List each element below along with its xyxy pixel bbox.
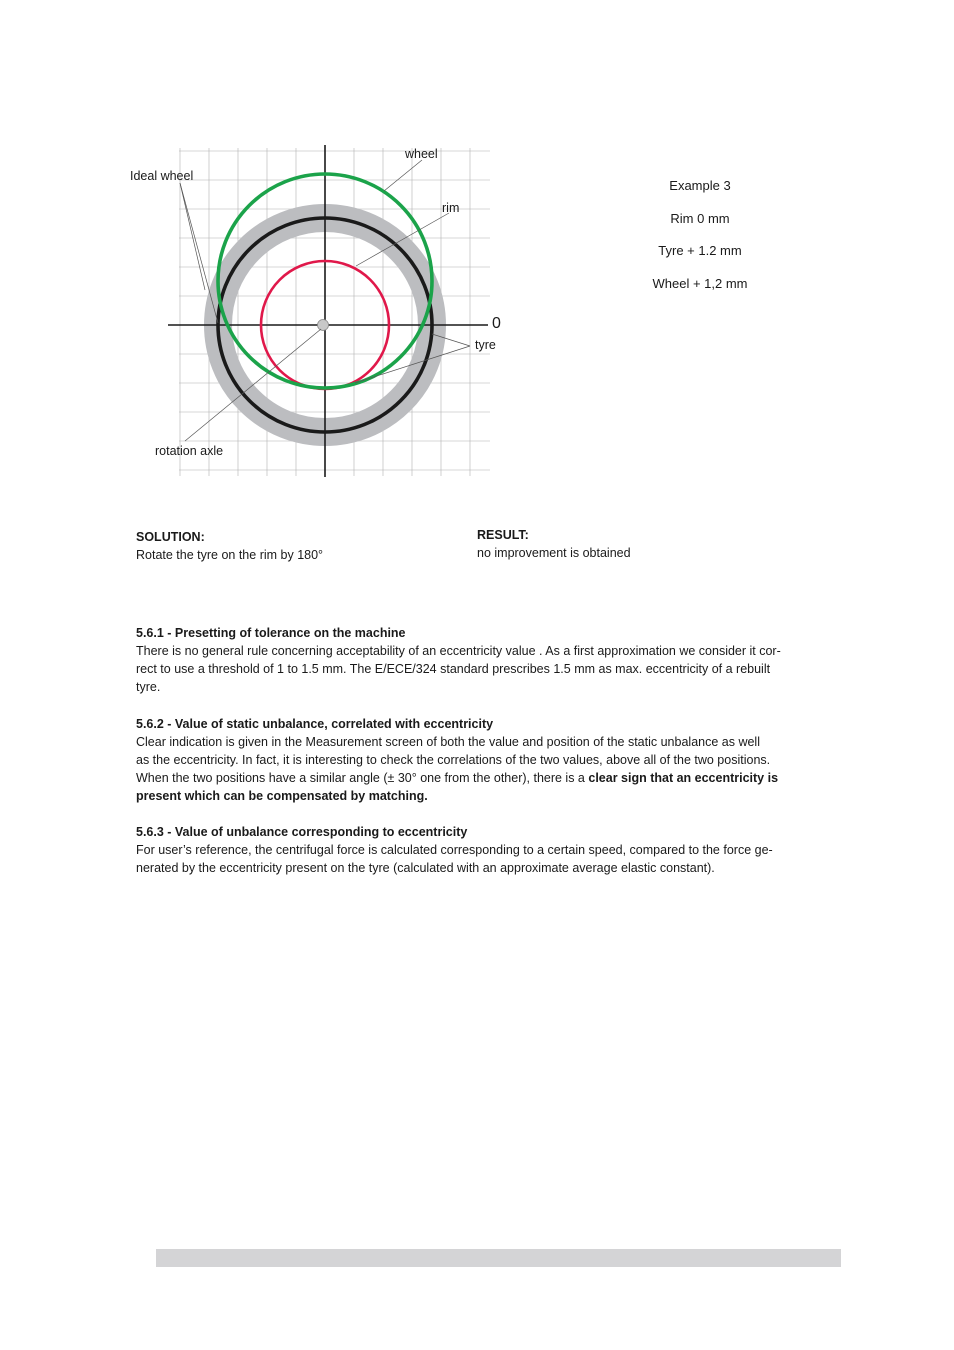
result-block: [477, 526, 631, 562]
ideal-wheel-leader-2: [180, 183, 218, 323]
example-box: [635, 178, 765, 298]
section-line-bold: present which can be compensated by matching.: [136, 789, 428, 803]
section-line: There is no general rule concerning acceptability of an eccentricity value . As a first approximation we consider it cor-: [136, 644, 781, 658]
section-line: as the eccentricity. In fact, it is interesting to check the correlations of the two values, above all of the two positions.: [136, 753, 771, 767]
section-heading: 5.6.1 - Presetting of tolerance on the machine: [136, 626, 406, 640]
section-text-normal: When the two positions have a similar angle (± 30° one from the other), there is a: [136, 771, 589, 785]
wheel-leader: [384, 160, 422, 191]
section-line: For user’s reference, the centrifugal force is calculated corresponding to a certain speed, compared to the force ge-: [136, 843, 773, 857]
rim-label: rim: [442, 201, 460, 215]
section-heading: 5.6.2 - Value of static unbalance, correlated with eccentricity: [136, 717, 494, 731]
section-line: tyre.: [136, 680, 161, 694]
section-line: Clear indication is given in the Measurement screen of both the value and position of the static unbalance as well: [136, 735, 760, 749]
rotation-axle-label: rotation axle: [155, 444, 224, 458]
section-line: rect to use a threshold of 1 to 1.5 mm. The E/ECE/324 standard prescribes 1.5 mm as max. eccentricity of a rebuilt: [136, 662, 771, 676]
footer-bar: [156, 1249, 841, 1267]
result-title: RESULT:: [477, 528, 529, 542]
solution-title: SOLUTION:: [136, 530, 205, 544]
section-line: [136, 769, 836, 787]
example-title: Example 3: [669, 178, 731, 193]
result-text: no improvement is obtained: [477, 546, 631, 560]
section-text-bold: clear sign that an eccentricity is: [588, 771, 779, 785]
section-5-6-2: [136, 715, 836, 805]
eccentricity-diagram: [0, 0, 954, 520]
example-rim: Rim 0 mm: [670, 211, 730, 226]
solution-text: Rotate the tyre on the rim by 180°: [136, 548, 324, 562]
section-line: nerated by the eccentricity present on the tyre (calculated with an approximate average elastic constant).: [136, 861, 715, 875]
ideal-wheel-leader-1: [180, 183, 205, 290]
wheel-label: wheel: [405, 147, 438, 161]
section-5-6-3: [136, 823, 836, 877]
ideal-wheel-label: Ideal wheel: [130, 169, 194, 183]
section-heading: 5.6.3 - Value of unbalance corresponding to eccentricity: [136, 825, 468, 839]
section-5-6-1: [136, 624, 836, 696]
solution-block: [136, 528, 323, 564]
rotation-axle-center: [318, 320, 329, 331]
tyre-label: tyre: [475, 338, 496, 352]
example-tyre: Tyre + 1.2 mm: [658, 243, 742, 258]
example-wheel: Wheel + 1,2 mm: [652, 276, 748, 291]
zero-label: 0: [492, 315, 501, 332]
